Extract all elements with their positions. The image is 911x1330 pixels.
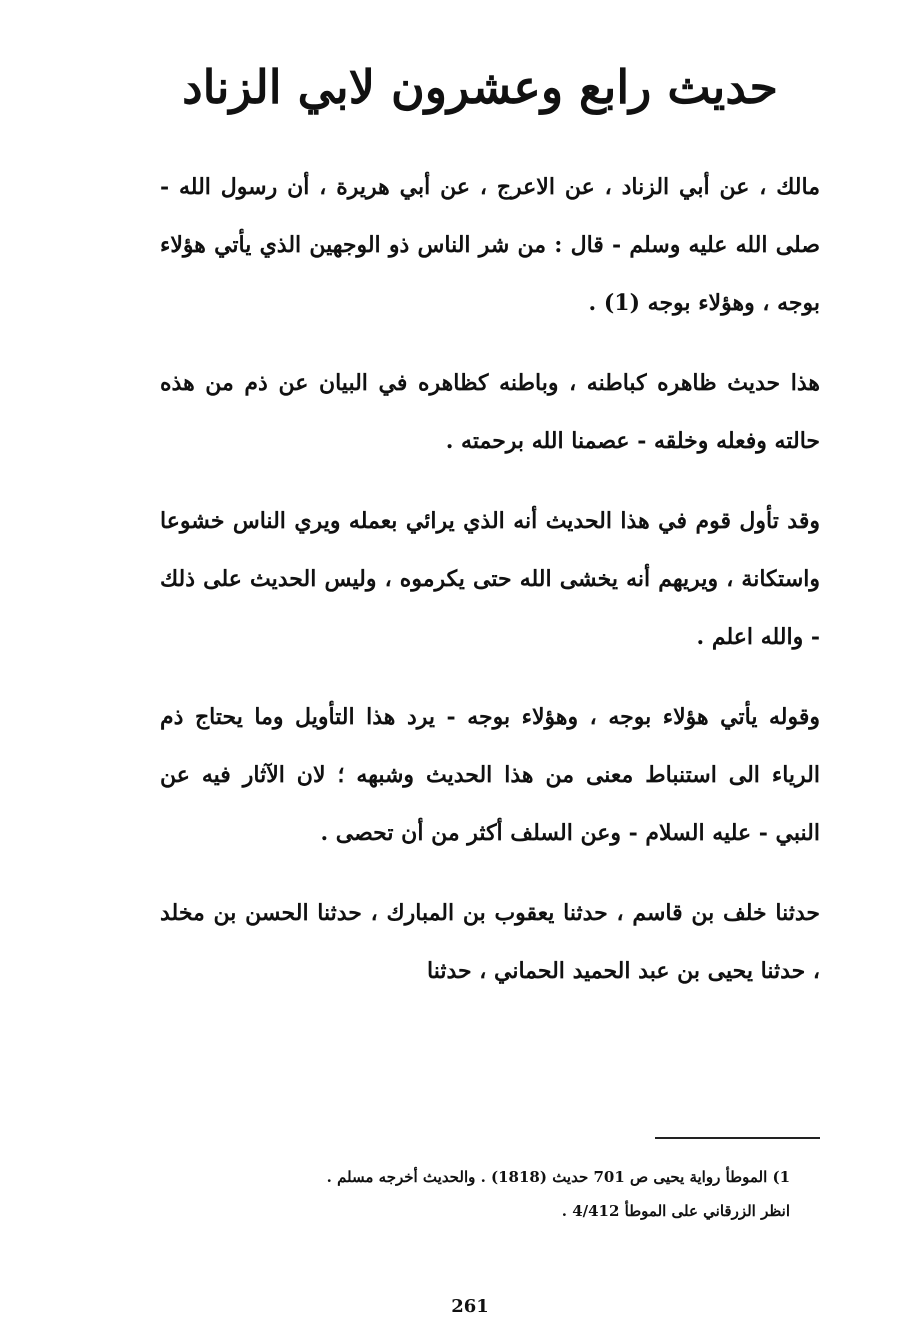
footnote-line: انظر الزرقاني على الموطأ 4/412 .: [561, 1202, 790, 1220]
paragraph: وقد تأول قوم في هذا الحديث أنه الذي يرائي بعمله ويري الناس خشوعا واستكانة ، ويريهم أنه يخشى الله حتى يكرموه ، وليس الحديث على ذلك - والله اعلم .: [160, 508, 820, 650]
footnote-line: 1) الموطأ رواية يحيى ص 701 حديث (1818) . والحديث أخرجه مسلم .: [326, 1168, 790, 1186]
body-text: [160, 158, 820, 1022]
footnote-divider: [655, 1137, 820, 1139]
paragraph: وقوله يأتي هؤلاء بوجه ، وهؤلاء بوجه - يرد هذا التأويل وما يحتاج ذم الرياء الى استنباط معنى من هذا الحديث وشبهه ؛ لان الآثار فيه عن النبي - عليه السلام - وعن السلف أكثر من أن تحصى .: [160, 704, 820, 846]
paragraph: هذا حديث ظاهره كباطنه ، وباطنه كظاهره في البيان عن ذم من هذه حالته وفعله وخلقه - عصمنا الله برحمته .: [160, 370, 820, 454]
footnote: [180, 1160, 790, 1228]
paragraph: حدثنا خلف بن قاسم ، حدثنا يعقوب بن المبارك ، حدثنا الحسن بن مخلد ، حدثنا يحيى بن عبد الحميد الحماني ، حدثنا: [160, 900, 820, 984]
chapter-title: حديث رابع وعشرون لابي الزناد: [182, 60, 778, 114]
paragraph: مالك ، عن أبي الزناد ، عن الاعرج ، عن أبي هريرة ، أن رسول الله - صلى الله عليه وسلم - قال : من شر الناس ذو الوجهين الذي يأتي هؤلاء بوجه ، وهؤلاء بوجه (1) .: [160, 174, 820, 316]
page-number: 261: [451, 1296, 489, 1317]
